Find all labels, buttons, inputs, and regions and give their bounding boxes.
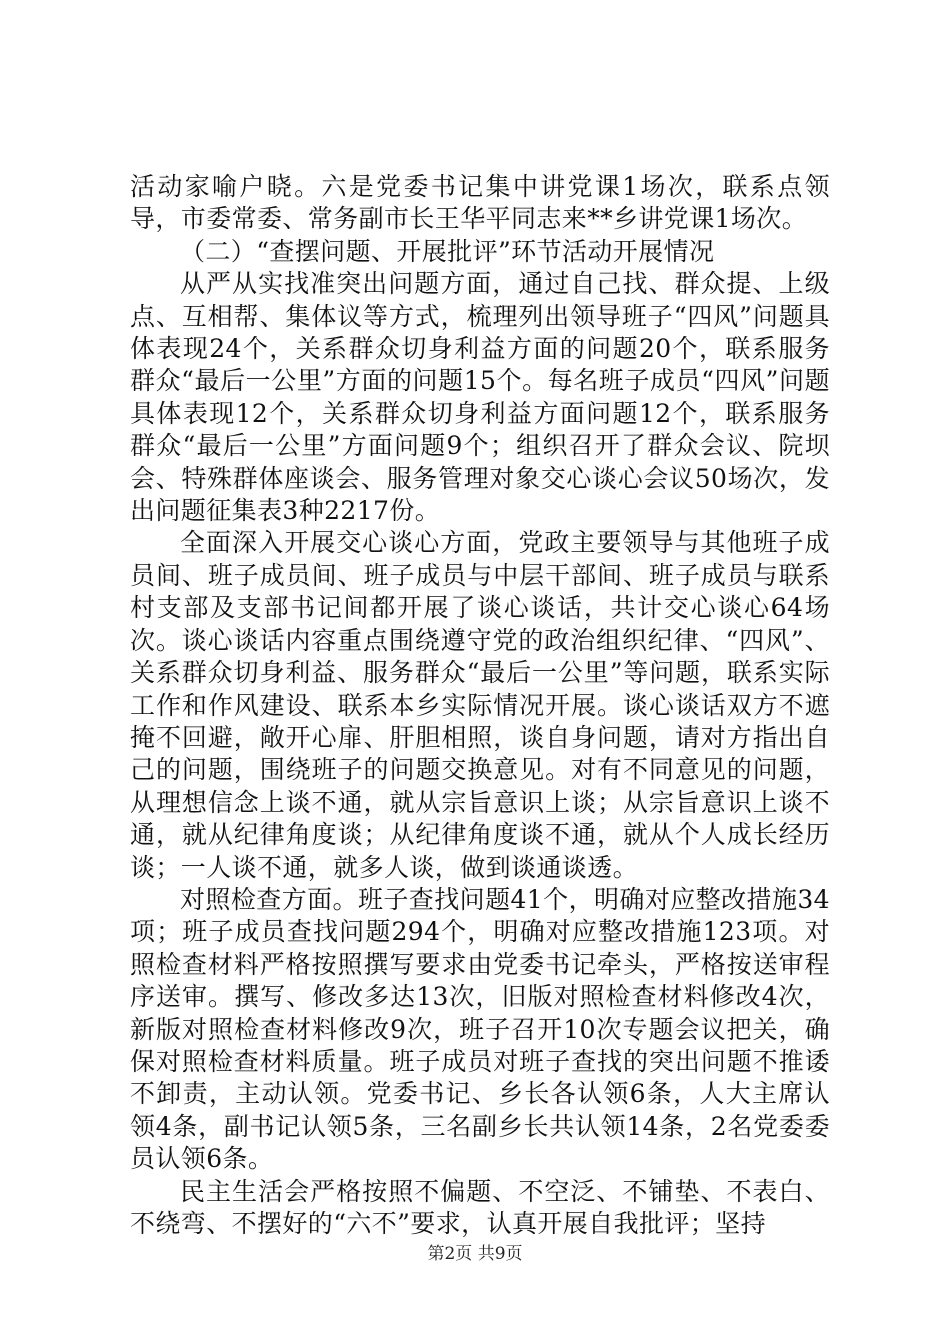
paragraph-continuation: 活动家喻户晓。六是党委书记集中讲党课1场次，联系点领导，市委常委、常务副市长王华平同志来**乡讲党课1场次。 [130, 172, 830, 234]
paragraph-find-problems: 从严从实找准突出问题方面，通过自己找、群众提、上级点、互相帮、集体议等方式，梳理列出领导班子“四风”问题具体表现24个，关系群众切身利益方面的问题20个，联系服务群众“最后一公里”方面的问题15个。每名班子成员“四风”问题具体表现12个，关系群众切身利益方面问题12个，联系服务群众“最后一公里”方面问题9个；组织召开了群众会议、院坝会、特殊群体座谈会、服务管理对象交心谈心会议50场次，发出问题征集表3种2217份。 [130, 269, 830, 526]
paragraph-self-check: 对照检查方面。班子查找问题41个，明确对应整改措施34项；班子成员查找问题294个，明确对应整改措施123项。对照检查材料严格按照撰写要求由党委书记牵头，严格按送审程序送审。撰写、修改多达13次，旧版对照检查材料修改4次，新版对照检查材料修改9次，班子召开10次专题会议把关，确保对照检查材料质量。班子成员对班子查找的突出问题不推诿不卸责，主动认领。党委书记、乡长各认领6条，人大主席认领4条，副书记认领5条，三名副乡长共认领14条，2名党委委员认领6条。 [130, 884, 830, 1174]
document-body [130, 171, 830, 1240]
section-heading: （二）“查摆问题、开展批评”环节活动开展情况 [180, 236, 715, 266]
paragraph-heart-talk: 全面深入开展交心谈心方面，党政主要领导与其他班子成员间、班子成员间、班子成员与中层干部间、班子成员与联系村支部及支部书记间都开展了谈心谈话，共计交心谈心64场次。谈心谈话内容重点围绕遵守党的政治组织纪律、“四风”、关系群众切身利益、服务群众“最后一公里”等问题，联系实际工作和作风建设、联系本乡实际情况开展。谈心谈话双方不遮掩不回避，敞开心扉、肝胆相照，谈自身问题，请对方指出自己的问题，围绕班子的问题交换意见。对有不同意见的问题，从理想信念上谈不通，就从宗旨意识上谈；从宗旨意识上谈不通，就从纪律角度谈；从纪律角度谈不通，就从个人成长经历谈；一人谈不通，就多人谈，做到谈通谈透。 [130, 528, 830, 882]
paragraph-democratic-meeting: 民主生活会严格按照不偏题、不空泛、不铺垫、不表白、不绕弯、不摆好的“六不”要求，认真开展自我批评；坚持 [130, 1176, 830, 1238]
page-number-footer: 第2页 共9页 [427, 1244, 523, 1264]
